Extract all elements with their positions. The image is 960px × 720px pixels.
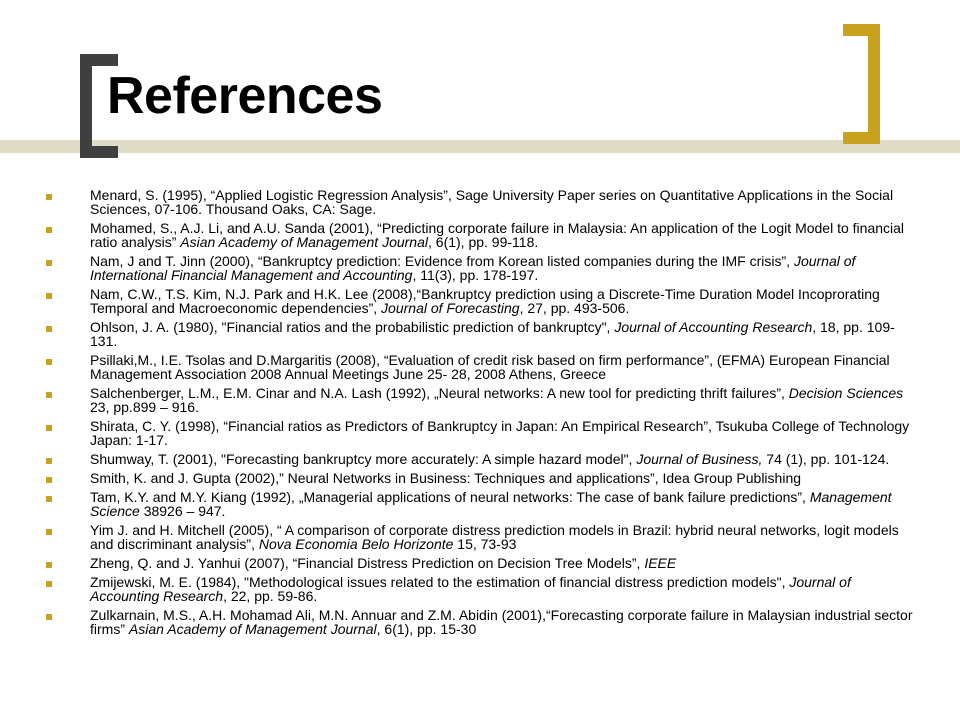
square-bullet-icon bbox=[46, 562, 52, 568]
reference-text: Shirata, C. Y. (1998), “Financial ratios as Predictors of Bankruptcy in Japan: An Empirical Research”, Tsukuba College of Technology Japan: 1-17. bbox=[90, 418, 910, 448]
reference-journal: Journal of Business, bbox=[636, 451, 763, 467]
square-bullet-icon bbox=[46, 477, 52, 483]
reference-text: Nam, C.W., T.S. Kim, N.J. Park and H.K. Lee (2008),“Bankruptcy prediction using a Discrete-Time Duration Model Incoprorating Temporal and Macroeconomic dependencies”, bbox=[90, 286, 880, 316]
reference-journal: Management Science bbox=[90, 489, 892, 519]
right-bracket-bottom-decoration bbox=[843, 132, 880, 144]
reference-text: Tam, K.Y. and M.Y. Kiang (1992), „Managerial applications of neural networks: The case of bank failure predictions”, bbox=[90, 489, 810, 505]
reference-text: 74 (1), pp. 101-124. bbox=[762, 451, 890, 467]
slide-title: References bbox=[107, 67, 383, 125]
reference-item bbox=[46, 556, 916, 570]
square-bullet-icon bbox=[46, 359, 52, 365]
reference-text: , 6(1), pp. 99-118. bbox=[428, 234, 539, 250]
reference-item bbox=[46, 523, 916, 551]
square-bullet-icon bbox=[46, 581, 52, 587]
square-bullet-icon bbox=[46, 194, 52, 200]
right-bracket-top-decoration bbox=[843, 24, 880, 36]
reference-list bbox=[46, 188, 916, 641]
reference-text: , 11(3), pp. 178-197. bbox=[412, 267, 539, 283]
reference-text: 23, pp.899 – 916. bbox=[90, 399, 199, 415]
reference-journal: Nova Economia Belo Horizonte bbox=[258, 536, 454, 552]
square-bullet-icon bbox=[46, 425, 52, 431]
reference-text: 38926 – 947. bbox=[139, 503, 226, 519]
square-bullet-icon bbox=[46, 458, 52, 464]
reference-item bbox=[46, 254, 916, 282]
reference-text: Yim J. and H. Mitchell (2005), “ A comparison of corporate distress prediction models in Brazil: hybrid neural networks, logit models and discriminant analysis”, bbox=[90, 522, 899, 552]
reference-journal: Journal of Forecasting bbox=[381, 300, 520, 316]
square-bullet-icon bbox=[46, 260, 52, 266]
square-bullet-icon bbox=[46, 392, 52, 398]
title-underline-rule bbox=[0, 140, 960, 153]
reference-text: Zulkarnain, M.S., A.H. Mohamad Ali, M.N. Annuar and Z.M. Abidin (2001),“Forecasting corporate failure in Malaysian industrial sector firms” bbox=[90, 607, 913, 637]
reference-journal: Asian Academy of Management Journal bbox=[180, 234, 428, 250]
reference-text: Menard, S. (1995), “Applied Logistic Regression Analysis”, Sage University Paper series on Quantitative Applications in the Social Sciences, 07-106. Thousand Oaks, CA: Sage. bbox=[90, 187, 894, 217]
reference-item bbox=[46, 608, 916, 636]
reference-text: , 18, pp. 109-131. bbox=[90, 319, 895, 349]
reference-item bbox=[46, 188, 916, 216]
reference-text: Nam, J and T. Jinn (2000), “Bankruptcy prediction: Evidence from Korean listed companies during the IMF crisis”, bbox=[90, 253, 794, 269]
reference-journal: IEEE bbox=[644, 555, 677, 571]
reference-text: Ohlson, J. A. (1980), "Financial ratios and the probabilistic prediction of bankruptcy", bbox=[90, 319, 615, 335]
square-bullet-icon bbox=[46, 293, 52, 299]
reference-text: , 27, pp. 493-506. bbox=[519, 300, 630, 316]
reference-text: Psillaki,M., I.E. Tsolas and D.Margaritis (2008), “Evaluation of credit risk based on firm performance”, (EFMA) European Financial Management Association 2008 Annual Meetings June 25- 28, 2008 Athens, Greece bbox=[90, 352, 890, 382]
reference-journal: Decision Sciences bbox=[788, 385, 904, 401]
reference-item bbox=[46, 471, 916, 485]
reference-item bbox=[46, 452, 916, 466]
reference-item bbox=[46, 490, 916, 518]
reference-text: Salchenberger, L.M., E.M. Cinar and N.A. Lash (1992), „Neural networks: A new tool for predicting thrift failures”, bbox=[90, 385, 789, 401]
reference-text: Zmijewski, M. E. (1984), "Methodological issues related to the estimation of financial distress prediction models", bbox=[90, 574, 790, 590]
reference-text: Zheng, Q. and J. Yanhui (2007), “Financial Distress Prediction on Decision Tree Models”, bbox=[90, 555, 645, 571]
reference-text: 15, 73-93 bbox=[453, 536, 517, 552]
left-bracket-top-decoration bbox=[80, 54, 118, 66]
reference-text: Shumway, T. (2001), "Forecasting bankruptcy more accurately: A simple hazard model", bbox=[90, 451, 637, 467]
reference-text: , 6(1), pp. 15-30 bbox=[376, 621, 477, 637]
reference-journal: Journal of Accounting Research bbox=[614, 319, 813, 335]
reference-item bbox=[46, 419, 916, 447]
square-bullet-icon bbox=[46, 227, 52, 233]
left-bracket-decoration bbox=[80, 54, 92, 158]
reference-item bbox=[46, 221, 916, 249]
reference-text: , 22, pp. 59-86. bbox=[223, 588, 318, 604]
left-bracket-bottom-decoration bbox=[80, 146, 118, 158]
reference-text: Mohamed, S., A.J. Li, and A.U. Sanda (2001), “Predicting corporate failure in Malaysia: An application of the Logit Model to financial ratio analysis” bbox=[90, 220, 905, 250]
right-bracket-decoration bbox=[868, 24, 880, 144]
reference-journal: Journal of Accounting Research bbox=[90, 574, 851, 604]
reference-item bbox=[46, 287, 916, 315]
reference-journal: Journal of International Financial Management and Accounting bbox=[90, 253, 856, 283]
reference-item bbox=[46, 320, 916, 348]
reference-text: Smith, K. and J. Gupta (2002),” Neural Networks in Business: Techniques and applications”, Idea Group Publishing bbox=[90, 470, 802, 486]
reference-journal: Asian Academy of Management Journal bbox=[128, 621, 377, 637]
square-bullet-icon bbox=[46, 529, 52, 535]
square-bullet-icon bbox=[46, 326, 52, 332]
reference-item bbox=[46, 575, 916, 603]
square-bullet-icon bbox=[46, 496, 52, 502]
reference-item bbox=[46, 386, 916, 414]
reference-item bbox=[46, 353, 916, 381]
square-bullet-icon bbox=[46, 614, 52, 620]
